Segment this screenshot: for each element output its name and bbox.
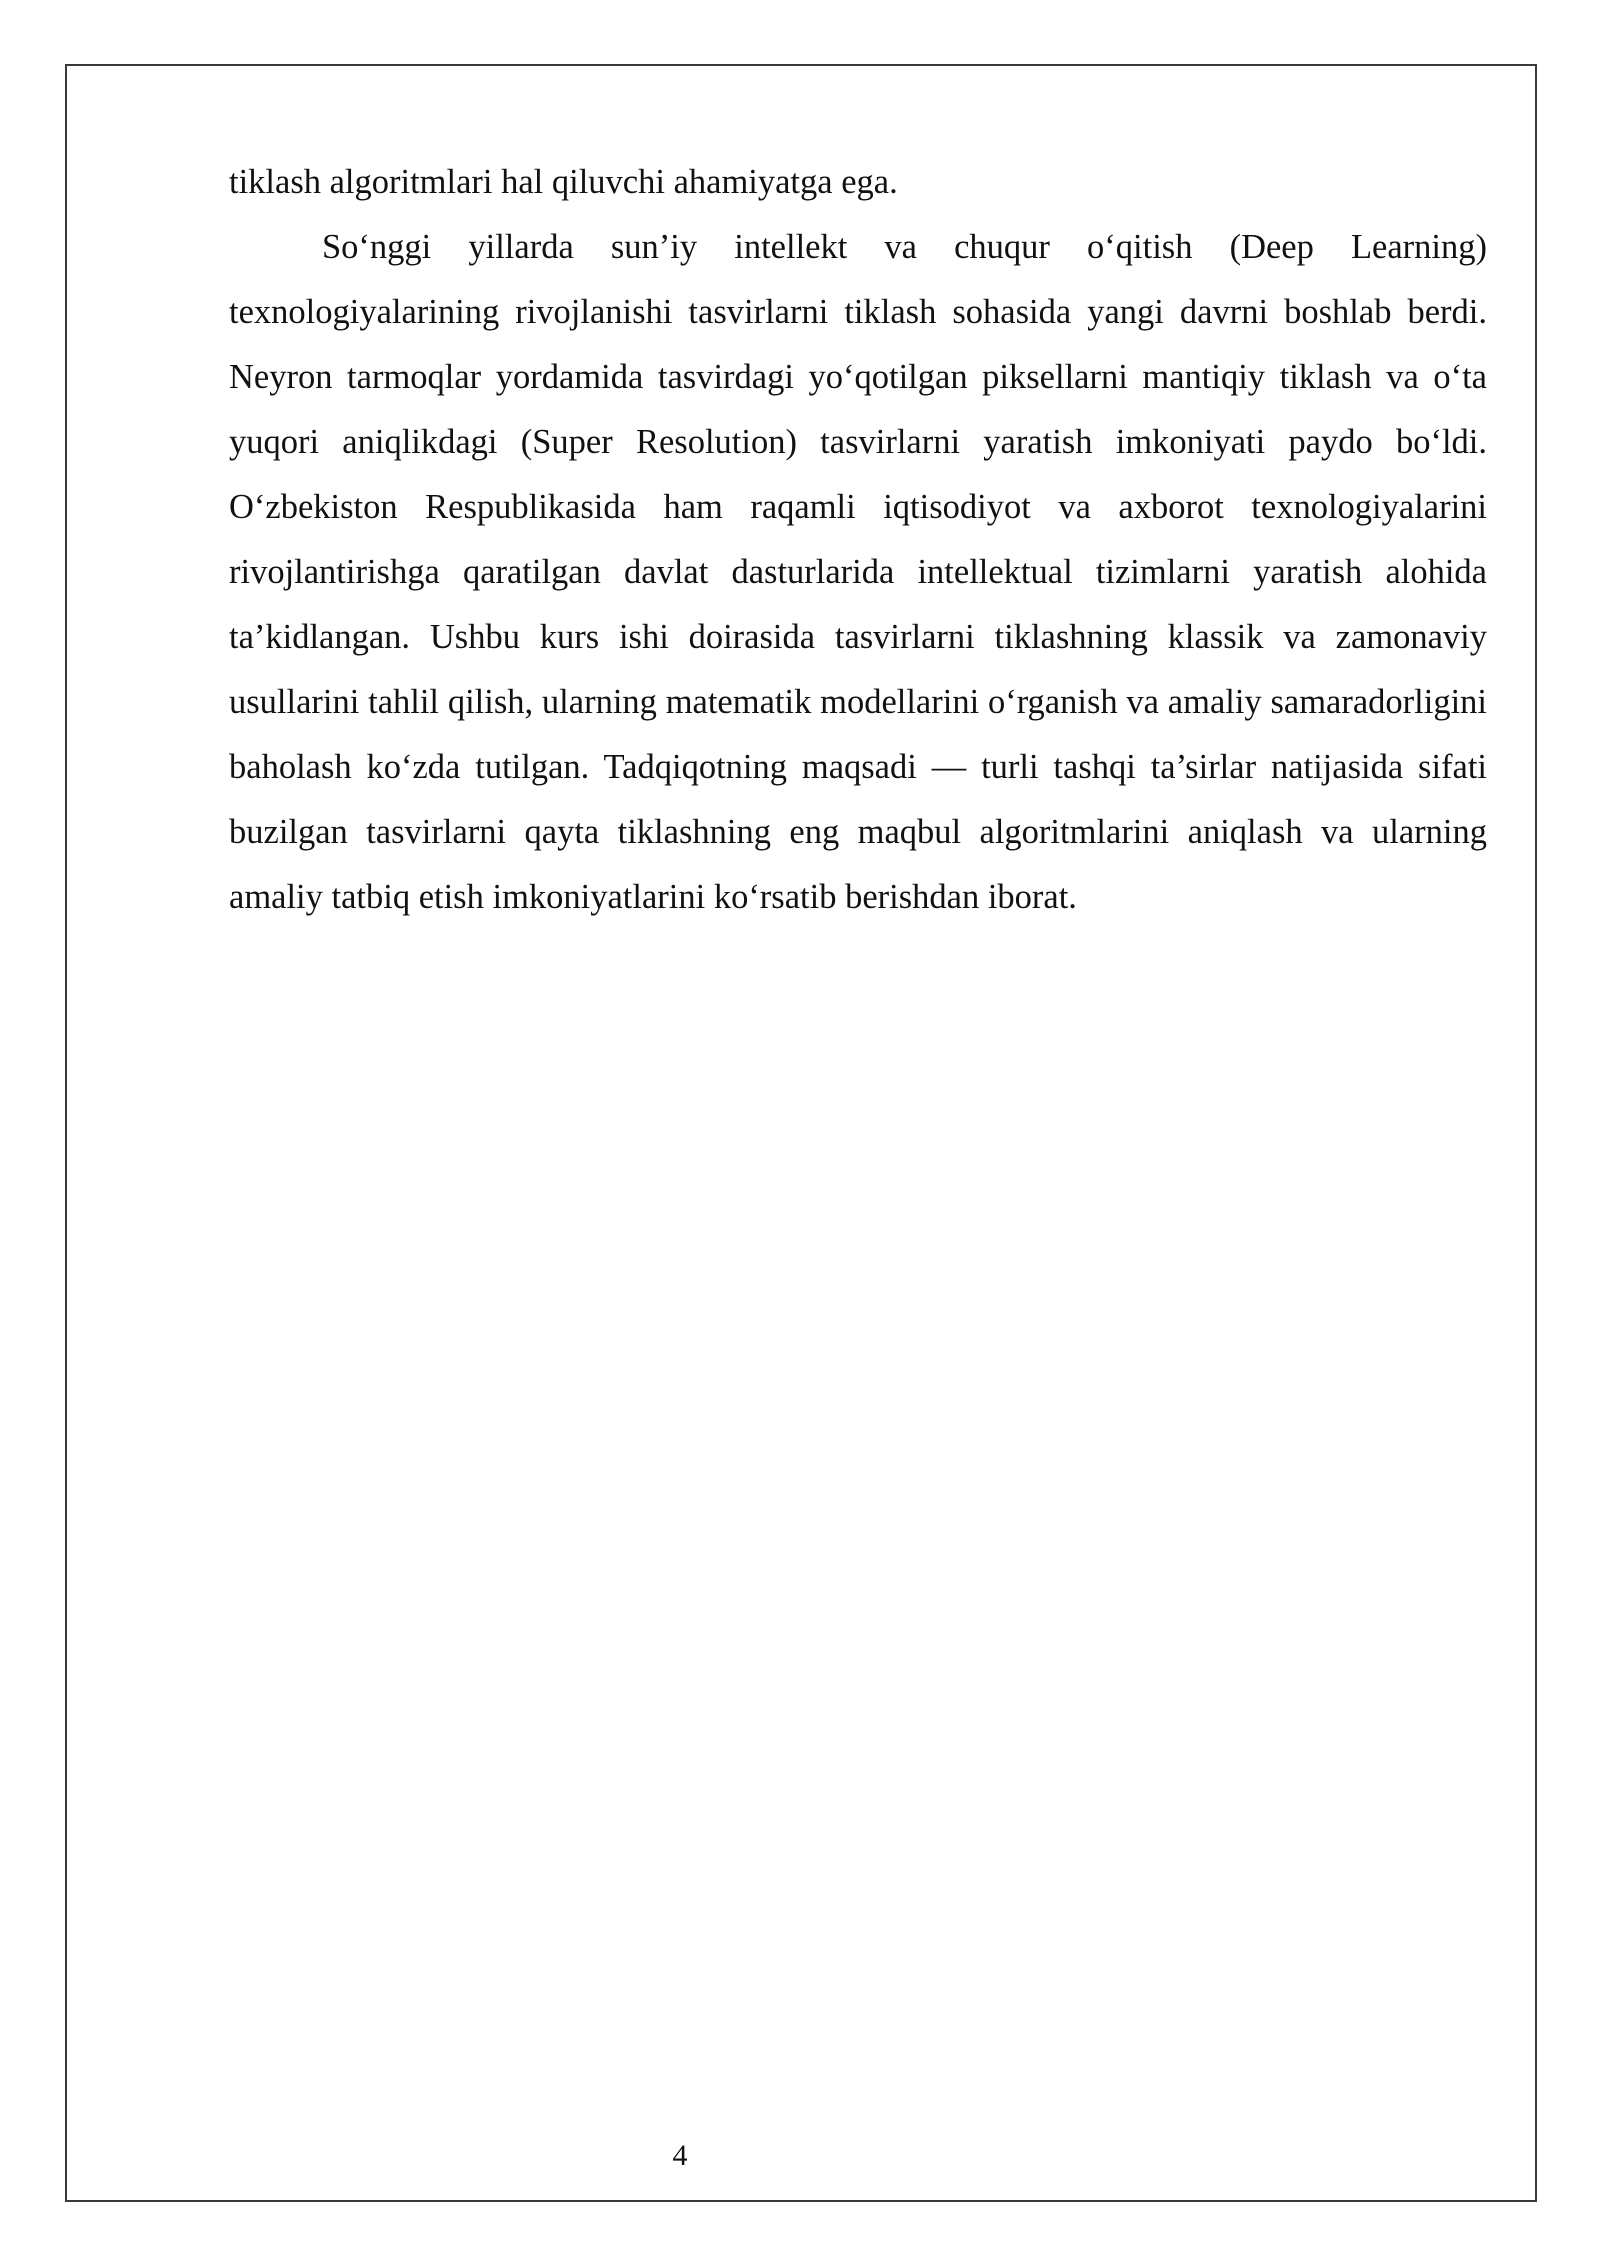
- paragraph-continuation: tiklash algoritmlari hal qiluvchi ahamiyatga ega.: [229, 163, 898, 201]
- paragraph-main: So‘nggi yillarda sun’iy intellekt va chuqur o‘qitish (Deep Learning) texnologiyalarining rivojlanishi tasvirlarni tiklash sohasida yangi davrni boshlab berdi. Neyron tarmoqlar yordamida tasvirdagi yo‘qotilgan piksellarni mantiqiy tiklash va o‘ta yuqori aniqlikdagi (Super Resolution) tasvirlarni yaratish imkoniyati paydo bo‘ldi. O‘zbekiston Respublikasida ham raqamli iqtisodiyot va axborot texnologiyalarini rivojlantirishga qaratilgan davlat dasturlarida intellektual tizimlarni yaratish alohida ta’kidlangan. Ushbu kurs ishi doirasida tasvirlarni tiklashning klassik va zamonaviy usullarini tahlil qilish, ularning matematik modellarini o‘rganish va amaliy samaradorligini baholash ko‘zda tutilgan. Tadqiqotning maqsadi — turli tashqi ta’sirlar natijasida sifati buzilgan tasvirlarni qayta tiklashning eng maqbul algoritmlarini aniqlash va ularning amaliy tatbiq etish imkoniyatlarini ko‘rsatib berishdan iborat.: [229, 228, 1487, 916]
- page-number: 4: [672, 2139, 688, 2172]
- document-body: [229, 150, 1487, 930]
